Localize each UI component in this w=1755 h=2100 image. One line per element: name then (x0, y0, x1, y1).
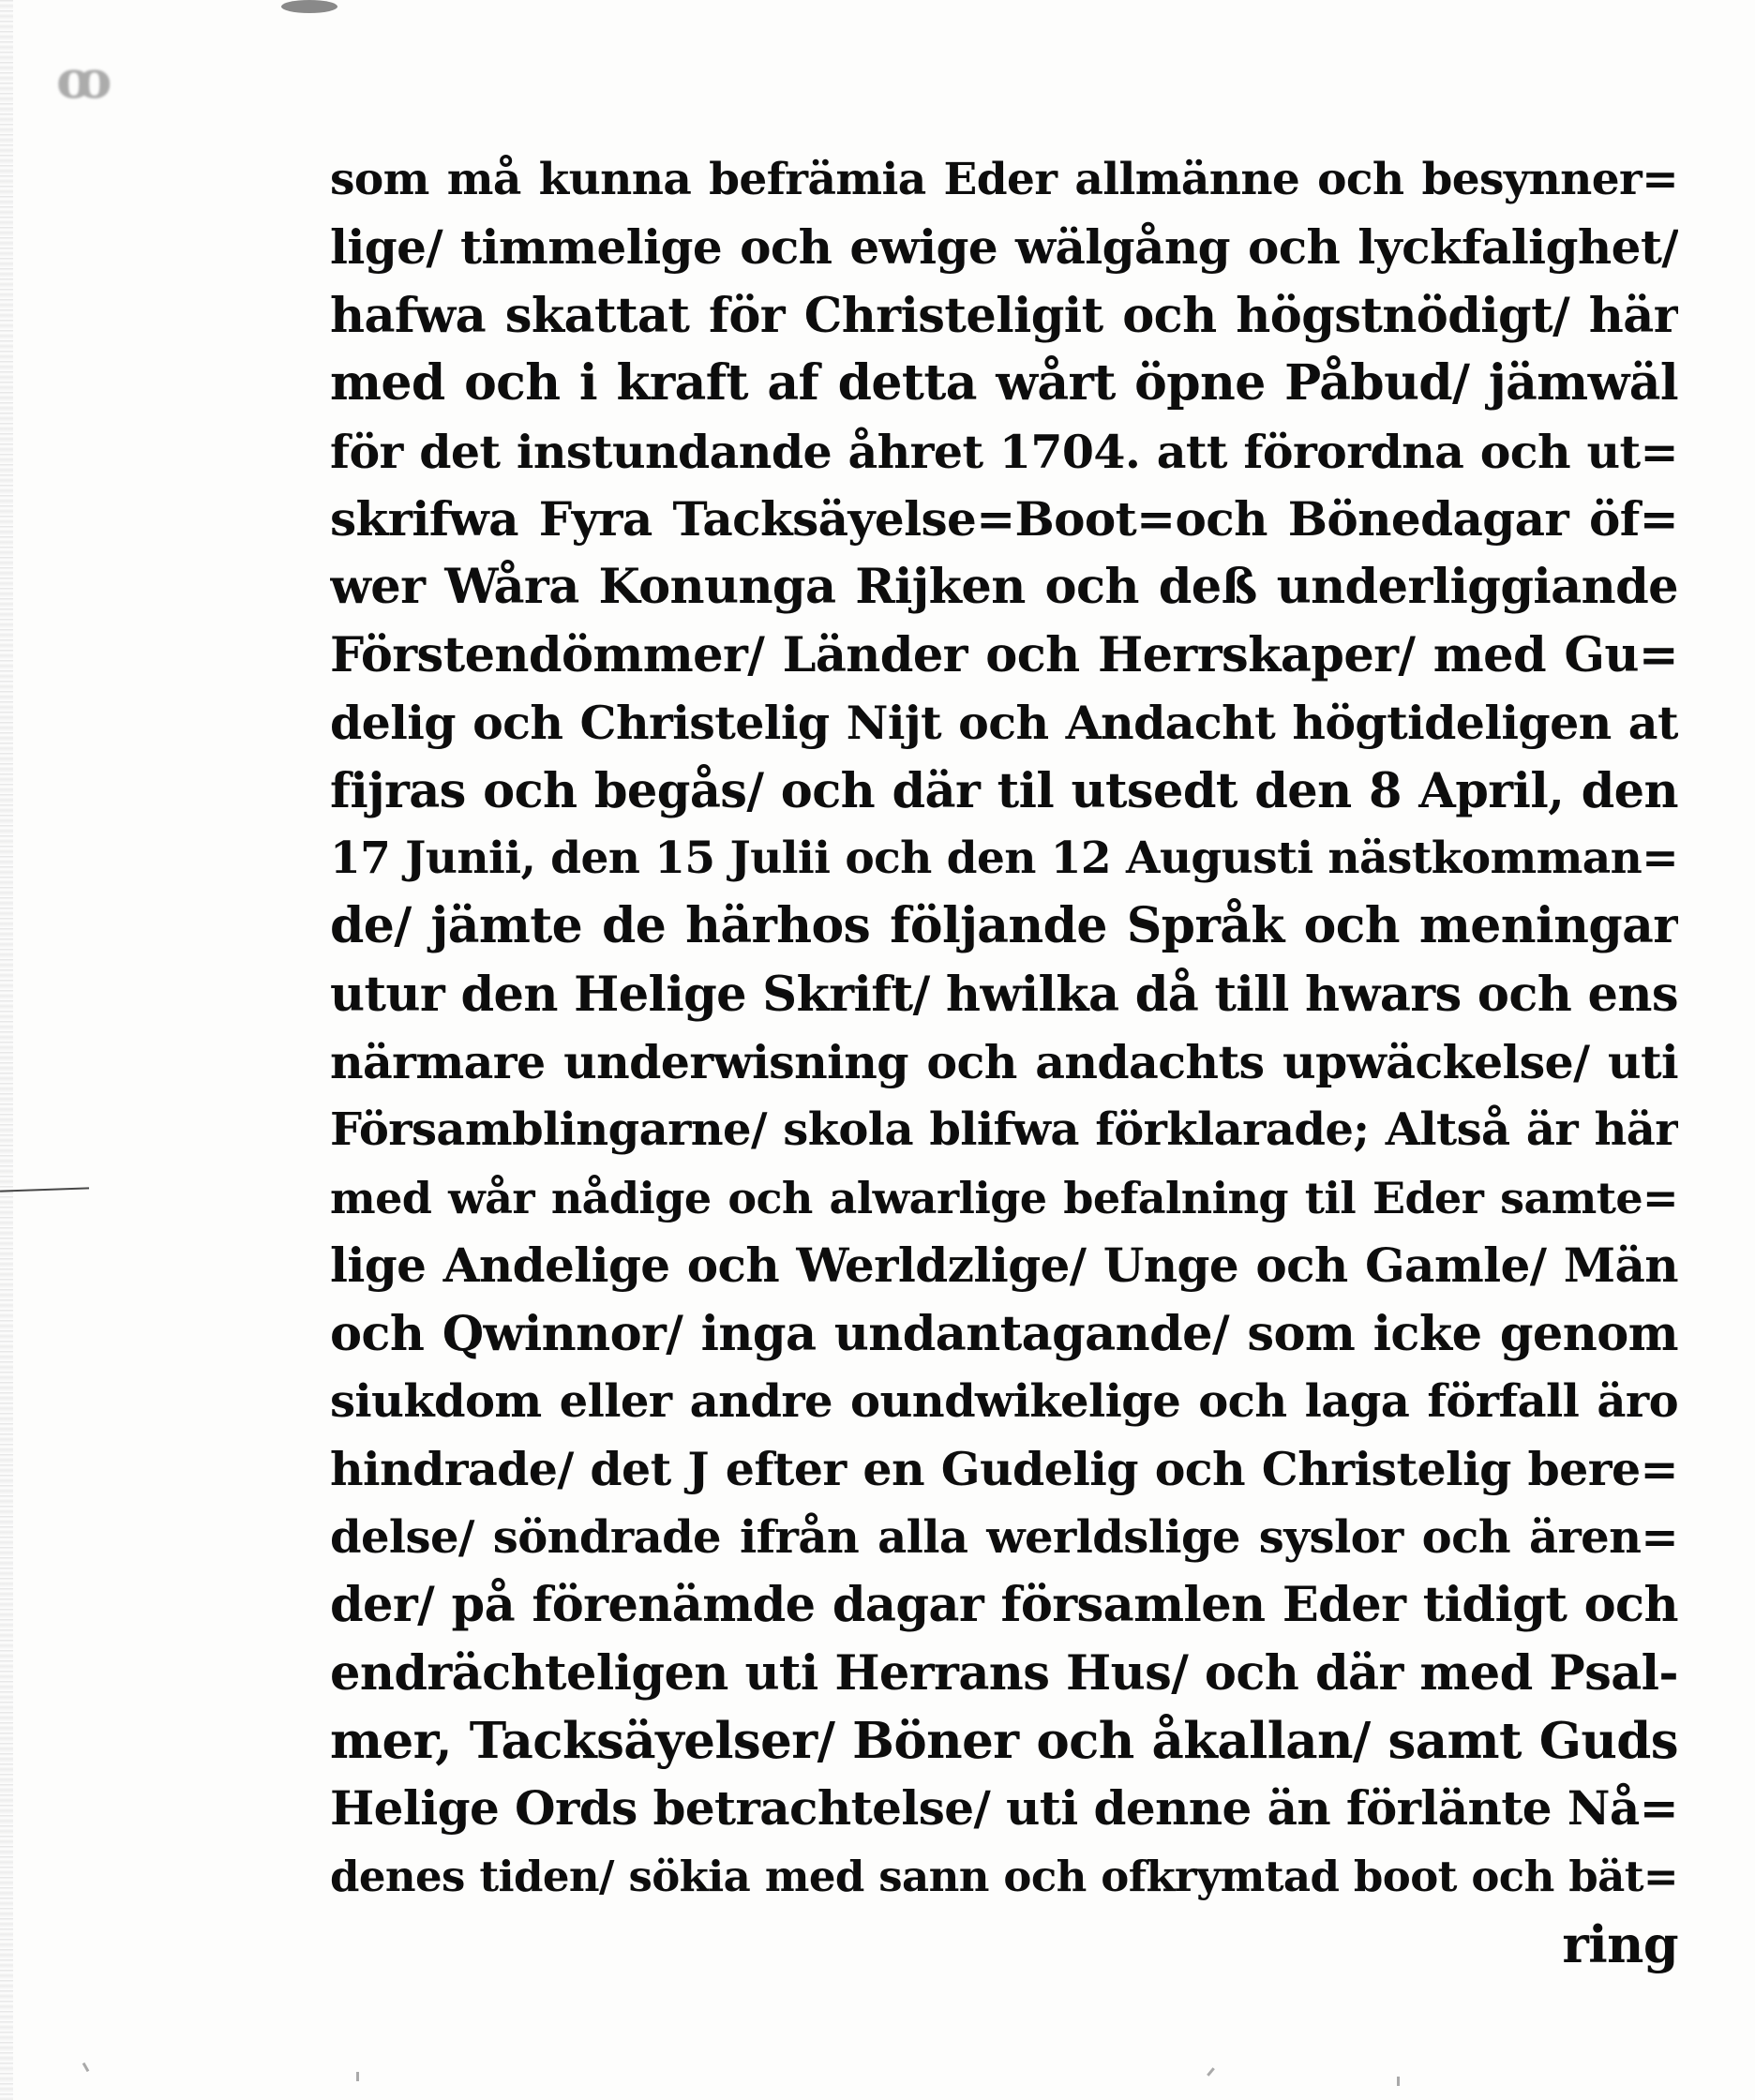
paper-specks (0, 2044, 1755, 2100)
speck (1207, 2067, 1215, 2077)
text-line: der/ på förenämde dagar församlen Eder tidigt och (330, 1577, 1678, 1634)
text-line: Förstendömmer/ Länder och Herrskaper/ med Gu= (330, 626, 1678, 683)
text-line: Församblingarne/ skola blifwa förklarade; Altså är här (330, 1103, 1678, 1157)
text-line: skrifwa Fyra Tacksäyelse=Boot=och Bönedagar öf= (330, 490, 1678, 547)
text-line: Helige Ords betrachtelse/ uti denne än förlänte Nå= (330, 1780, 1678, 1837)
body-text (330, 146, 1678, 1979)
text-line: de/ jämte de härhos följande Språk och meningar (330, 897, 1678, 955)
text-line: närmare underwisning och andachts upwäckelse/ uti (330, 1035, 1678, 1090)
text-line: wer Wåra Konunga Rijken och deß underliggiande (330, 559, 1678, 616)
page-edge-shadow (0, 0, 13, 2100)
catchword: ring (1562, 1914, 1678, 1975)
text-line: fijras och begås/ och där til utsedt den 8 April, den (330, 762, 1678, 819)
text-line: med och i kraft af detta wårt öpne Påbud/ jämwäl (330, 354, 1678, 412)
text-line: denes tiden/ sökia med sann och ofkrymtad boot och bät= (330, 1851, 1678, 1901)
text-line: lige/ timmelige och ewige wälgång och lyckfalighet/ (330, 219, 1678, 276)
speck (1397, 2077, 1400, 2086)
text-line: siukdom eller andre oundwikelige och laga förfall äro (330, 1375, 1678, 1429)
text-line: med wår nådige och alwarlige befalning til Eder samte= (330, 1172, 1678, 1223)
text-line: för det instundande åhret 1704. att förordna och ut= (330, 424, 1678, 479)
text-line: endrächteligen uti Herrans Hus/ och där med Psal- (330, 1644, 1678, 1702)
text-line: som må kunna befrämia Eder allmänne och besynner= (330, 154, 1678, 205)
text-line: 17 Junii, den 15 Julii och den 12 Augusti nästkomman= (330, 832, 1678, 884)
text-line: och Qwinnor/ inga undantagande/ som icke genom (330, 1305, 1678, 1362)
text-line: delig och Christelig Nijt och Andacht högtideligen at (330, 696, 1678, 751)
text-line: delse/ söndrade ifrån alla werldslige syslor och ären= (330, 1510, 1678, 1564)
speck (82, 2062, 90, 2072)
signature-mark: ꝏ (56, 49, 118, 111)
text-line: lige Andelige och Werldzlige/ Unge och Gamle/ Män (330, 1238, 1678, 1294)
text-line: utur den Helige Skrift/ hwilka då till hwars och ens (330, 966, 1678, 1023)
text-line: mer, Tacksäyelser/ Böner och åkallan/ samt Guds (330, 1711, 1678, 1770)
ink-smudge (281, 0, 338, 13)
stray-pen-line (0, 1187, 89, 1192)
speck (356, 2072, 359, 2081)
text-line: hafwa skattat för Christeligit och högstnödigt/ här (330, 287, 1678, 344)
text-line: hindrade/ det J efter en Gudelig och Christelig bere= (330, 1442, 1678, 1497)
